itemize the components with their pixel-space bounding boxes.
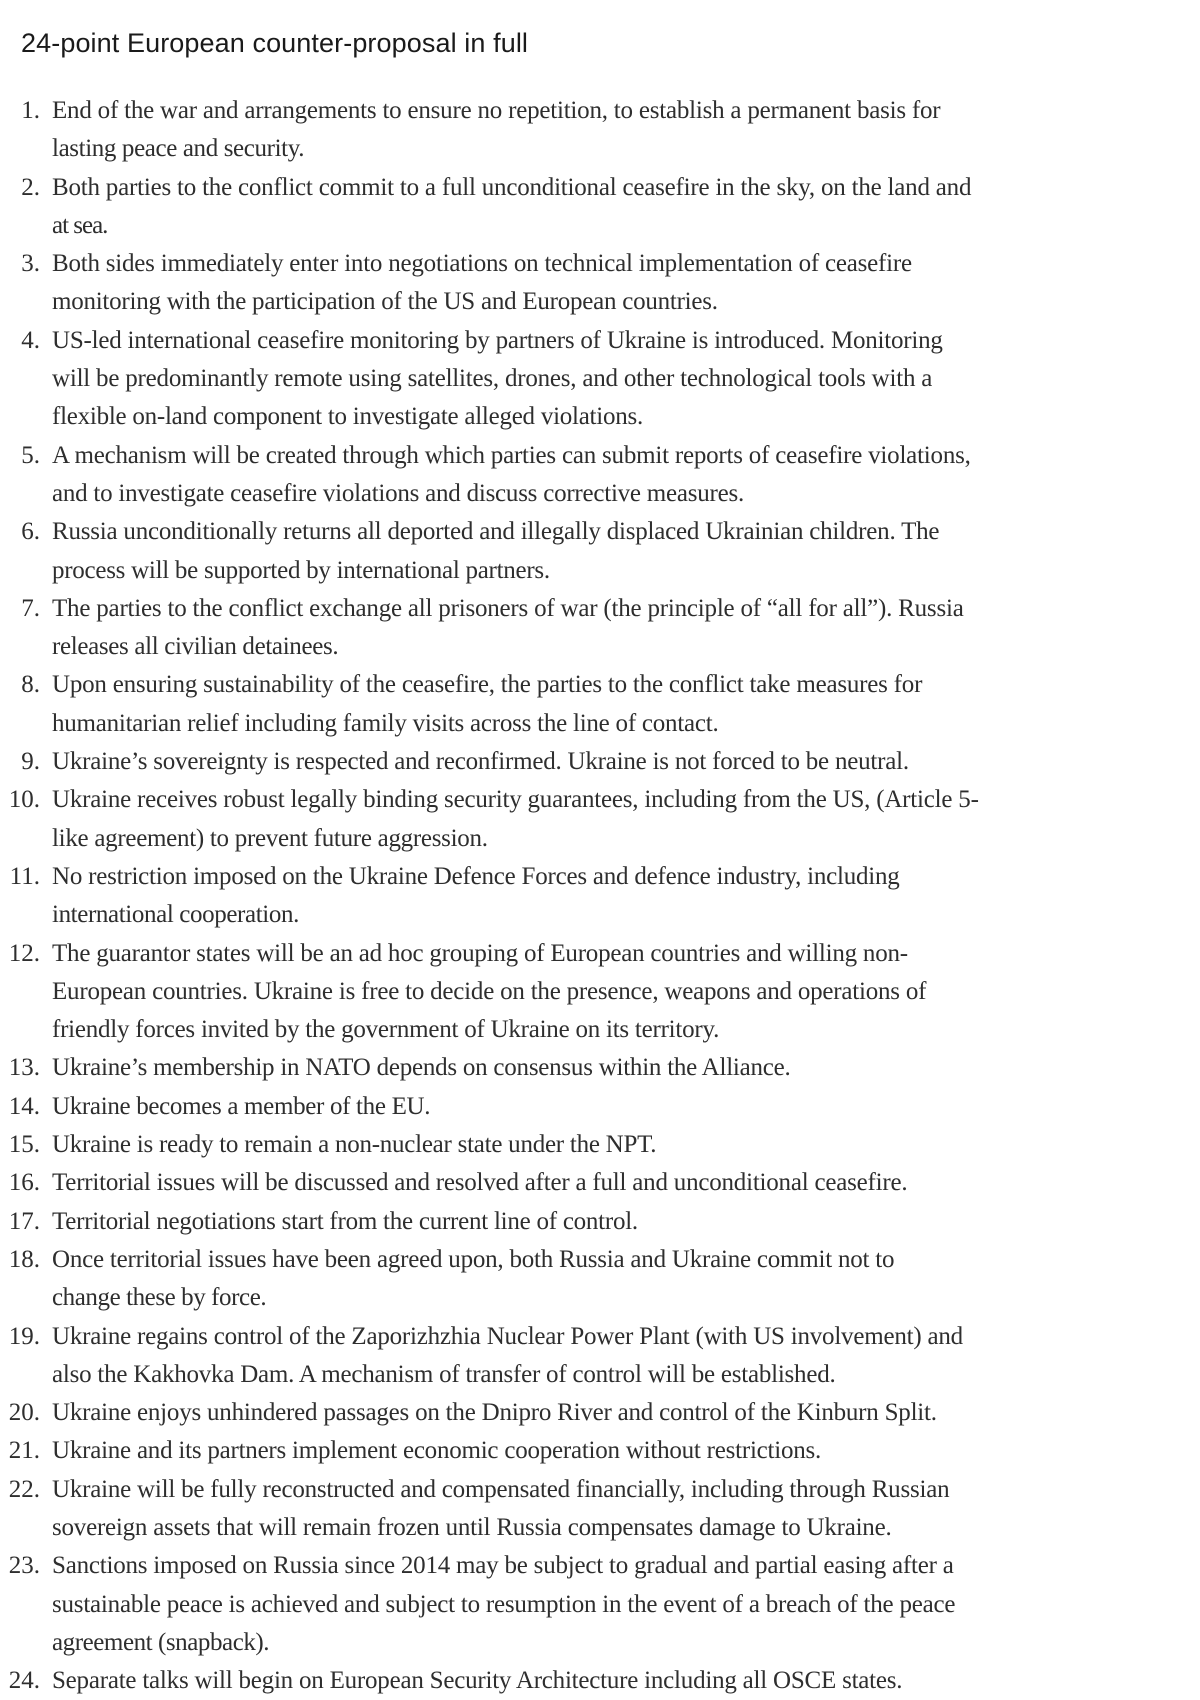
item-text-line: Once territorial issues have been agreed upon, both Russia and Ukraine commit not to [52,1245,895,1273]
list-item [0,666,1200,743]
item-number: 10. [8,786,40,814]
item-number: 11. [9,862,40,890]
item-number: 16. [8,1169,40,1197]
item-text-line: Sanctions imposed on Russia since 2014 may be subject to gradual and partial easing after a [52,1552,954,1580]
item-number: 17. [8,1207,40,1235]
item-text-line: will be predominantly remote using satellites, drones, and other technological tools with a [52,365,933,393]
item-number: 14. [8,1092,40,1120]
list-item [0,858,1200,935]
list-item [0,1049,1200,1087]
item-text-line: European countries. Ukraine is free to decide on the presence, weapons and operations of [52,977,927,1005]
item-text-line: sovereign assets that will remain frozen until Russia compensates damage to Ukraine. [52,1513,892,1541]
item-text-line: The parties to the conflict exchange all prisoners of war (the principle of “all for all”). Russia [52,594,964,622]
list-item [0,1662,1200,1700]
list-item [0,1126,1200,1164]
item-text-line: Ukraine receives robust legally binding security guarantees, including from the US, (Article 5- [52,786,979,814]
list-item [0,1547,1200,1662]
item-number: 8. [21,671,40,699]
list-item [0,590,1200,667]
list-item [0,1394,1200,1432]
list-item [0,1432,1200,1470]
item-text-line: also the Kakhovka Dam. A mechanism of transfer of control will be established. [52,1360,836,1388]
item-number: 1. [21,97,40,124]
item-number: 22. [8,1475,40,1503]
item-text-line: Ukraine regains control of the Zaporizhzhia Nuclear Power Plant (with US involvement) and [52,1322,963,1350]
item-text-line: monitoring with the participation of the US and European countries. [52,288,718,316]
list-item [0,92,1200,169]
item-text-line: Ukraine is ready to remain a non-nuclear state under the NPT. [52,1131,657,1159]
list-item [0,1471,1200,1548]
item-number: 19. [8,1322,40,1350]
item-text-line: Ukraine’s membership in NATO depends on consensus within the Alliance. [52,1054,791,1082]
item-text-line: US-led international ceasefire monitoring by partners of Ukraine is introduced. Monitoring [52,326,943,354]
list-item [0,1318,1200,1395]
list-item [0,935,1200,1050]
item-number: 15. [8,1131,40,1159]
item-text-line: change these by force. [52,1284,267,1312]
item-text-line: Both sides immediately enter into negotiations on technical implementation of ceasefire [52,250,912,278]
item-text-line: The guarantor states will be an ad hoc grouping of European countries and willing non- [52,939,908,967]
list-item [0,169,1200,246]
item-number: 7. [21,594,40,622]
item-number: 4. [21,326,40,354]
item-text-line: at sea. [52,211,108,239]
item-text-line: sustainable peace is achieved and subject to resumption in the event of a breach of the peace [52,1590,956,1618]
list-item [0,513,1200,590]
item-text-line: Ukraine enjoys unhindered passages on the Dnipro River and control of the Kinburn Split. [52,1399,937,1427]
item-text-line: No restriction imposed on the Ukraine Defence Forces and defence industry, including [52,862,900,890]
item-text-line: Russia unconditionally returns all deported and illegally displaced Ukrainian children. The [52,518,940,546]
item-number: 12. [8,939,40,967]
item-number: 2. [21,173,40,201]
item-number: 9. [21,748,40,776]
item-text-line: Territorial negotiations start from the current line of control. [52,1207,638,1235]
proposal-list [0,92,1200,1700]
item-number: 6. [21,518,40,546]
item-text-line: Upon ensuring sustainability of the ceasefire, the parties to the conflict take measures for [52,671,923,699]
list-item [0,437,1200,514]
item-number: 3. [21,250,40,278]
list-item [0,743,1200,781]
item-text-line: Ukraine becomes a member of the EU. [52,1092,431,1120]
item-number: 20. [8,1399,40,1427]
item-text-line: and to investigate ceasefire violations and discuss corrective measures. [52,479,744,507]
item-text-line: Ukraine and its partners implement economic cooperation without restrictions. [52,1437,822,1465]
item-text-line: friendly forces invited by the government of Ukraine on its territory. [52,1016,720,1044]
item-text-line: releases all civilian detainees. [52,633,339,661]
item-text-line: flexible on-land component to investigate alleged violations. [52,403,643,431]
item-number: 23. [8,1552,40,1580]
item-text-line: End of the war and arrangements to ensure no repetition, to establish a permanent basis for [52,97,941,124]
item-number: 13. [8,1054,40,1082]
item-text-line: international cooperation. [52,901,299,929]
item-text-line: Territorial issues will be discussed and resolved after a full and unconditional ceasefire. [52,1169,908,1197]
item-text-line: humanitarian relief including family visits across the line of contact. [52,709,719,737]
list-item [0,1203,1200,1241]
list-item [0,1088,1200,1126]
item-text-line: like agreement) to prevent future aggression. [52,824,488,852]
item-text-line: Ukraine’s sovereignty is respected and reconfirmed. Ukraine is not forced to be neutral. [52,748,909,776]
item-text-line: A mechanism will be created through which parties can submit reports of ceasefire violations, [52,441,971,469]
item-number: 5. [21,441,40,469]
page-title: 24-point European counter-proposal in full [21,28,529,59]
list-item [0,1164,1200,1202]
list-item [0,781,1200,858]
item-text-line: agreement (snapback). [52,1628,270,1656]
list-item [0,322,1200,437]
item-text-line: Both parties to the conflict commit to a full unconditional ceasefire in the sky, on the land and [52,173,972,201]
item-text-line: lasting peace and security. [52,135,305,163]
list-item [0,1241,1200,1318]
item-text-line: Ukraine will be fully reconstructed and compensated financially, including through Russian [52,1475,950,1503]
item-number: 21. [8,1437,40,1465]
item-number: 18. [8,1245,40,1273]
item-text-line: Separate talks will begin on European Security Architecture including all OSCE states. [52,1667,903,1695]
list-item [0,245,1200,322]
item-text-line: process will be supported by international partners. [52,556,550,584]
item-number: 24. [8,1667,40,1695]
